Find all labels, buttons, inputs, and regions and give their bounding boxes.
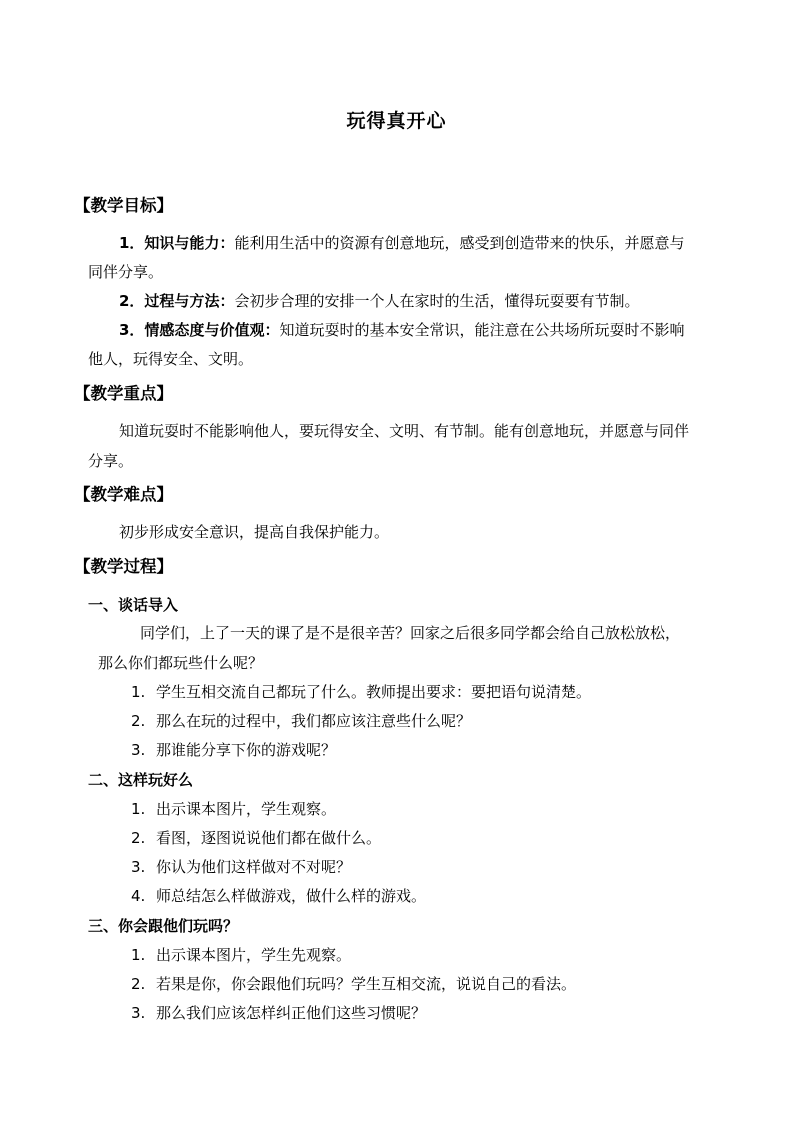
goal-2-label: 2．过程与方法：: [119, 292, 235, 310]
section-heading-goals: 【教学目标】: [74, 196, 173, 215]
list-item-text: 若果是你，你会跟他们玩吗？学生互相交流，说说自己的看法。: [156, 975, 577, 993]
section-heading-key: 【教学重点】: [74, 384, 173, 403]
goal-3-text: 知道玩耍时的基本安全常识，能注意在公共场所玩耍时不影响: [279, 321, 685, 339]
page-title: 玩得真开心: [346, 110, 447, 132]
goal-1-line-2: 同伴分享。: [88, 263, 164, 281]
list-item-number: 3.: [131, 741, 146, 759]
goal-1-label: 1．知识与能力：: [119, 234, 235, 252]
list-item-text: 那谁能分享下你的游戏呢？: [156, 741, 337, 759]
list-item-text: 出示课本图片，学生先观察。: [156, 946, 352, 964]
section-heading-difficult: 【教学难点】: [74, 485, 173, 504]
list-item-text: 学生互相交流自己都玩了什么。教师提出要求：要把语句说清楚。: [156, 683, 592, 701]
difficult-text: 初步形成安全意识，提高自我保护能力。: [119, 523, 390, 541]
part-1-intro-line-2: 那么你们都玩些什么呢？: [98, 654, 264, 672]
list-item: [131, 682, 591, 702]
list-item-number: 2.: [131, 712, 146, 730]
list-item-number: 3.: [131, 858, 146, 876]
part-1-heading: 一、谈话导入: [88, 596, 179, 614]
goal-3-label: 3．情感态度与价值观：: [119, 321, 280, 339]
list-item-text: 那么在玩的过程中，我们都应该注意些什么呢？: [156, 712, 472, 730]
list-item: [131, 740, 336, 760]
list-item-number: 3.: [131, 1004, 146, 1022]
list-item: [131, 828, 381, 848]
list-item-text: 那么我们应该怎样纠正他们这些习惯呢？: [156, 1004, 427, 1022]
part-1-intro-line-1: 同学们，上了一天的课了是不是很辛苦？回家之后很多同学都会给自己放松放松，: [140, 624, 681, 642]
key-text-line-2: 分享。: [88, 452, 134, 470]
goal-3-line-1: [119, 320, 684, 340]
part-2-heading: 二、这样玩好么: [88, 771, 194, 789]
list-item: [131, 945, 351, 965]
goal-2-text: 会初步合理的安排一个人在家时的生活，懂得玩耍要有节制。: [234, 292, 640, 310]
goal-2-line: [119, 291, 639, 311]
list-item-text: 师总结怎么样做游戏，做什么样的游戏。: [156, 887, 427, 905]
list-item-number: 4.: [131, 887, 146, 905]
list-item-text: 你认为他们这样做对不对呢？: [156, 858, 352, 876]
part-3-heading: 三、你会跟他们玩吗？: [88, 917, 239, 935]
list-item-text: 出示课本图片，学生观察。: [156, 800, 337, 818]
key-text-line-1: 知道玩耍时不能影响他人，要玩得安全、文明、有节制。能有创意地玩，并愿意与同伴: [119, 422, 690, 440]
goal-1-line-1: [119, 233, 684, 253]
list-item-number: 1.: [131, 946, 146, 964]
list-item: [131, 711, 471, 731]
list-item-number: 1.: [131, 683, 146, 701]
list-item-text: 看图，逐图说说他们都在做什么。: [156, 829, 382, 847]
list-item: [131, 974, 576, 994]
goal-1-text: 能利用生活中的资源有创意地玩，感受到创造带来的快乐，并愿意与: [234, 234, 685, 252]
list-item-number: 1.: [131, 800, 146, 818]
list-item: [131, 1003, 426, 1023]
list-item: [131, 857, 351, 877]
list-item-number: 2.: [131, 975, 146, 993]
list-item-number: 2.: [131, 829, 146, 847]
section-heading-process: 【教学过程】: [74, 557, 173, 576]
list-item: [131, 799, 336, 819]
goal-3-line-2: 他人，玩得安全、文明。: [88, 350, 254, 368]
list-item: [131, 886, 426, 906]
